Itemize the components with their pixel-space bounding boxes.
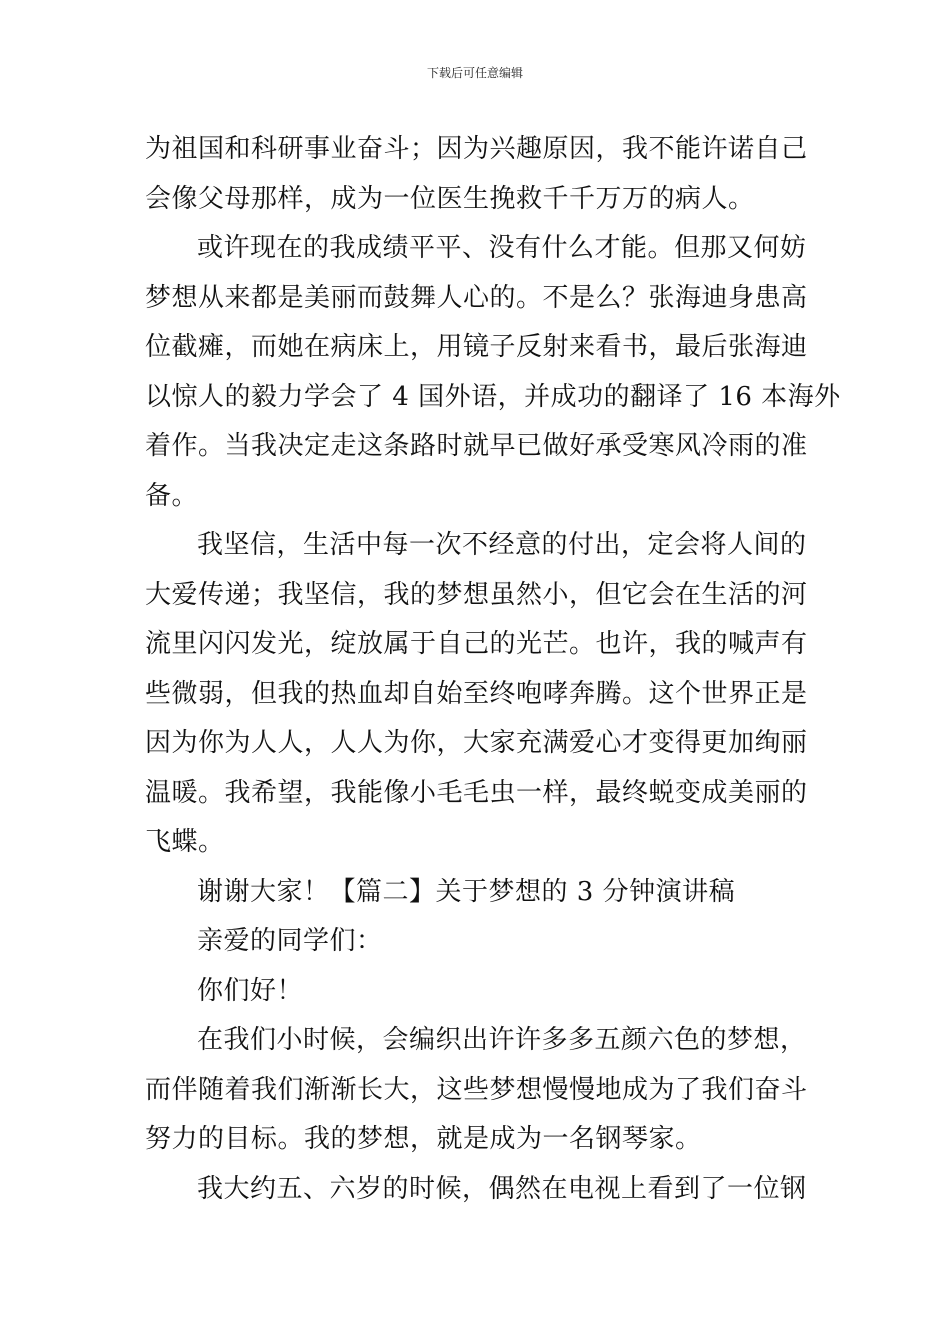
text-line: 以惊人的毅力学会了 4 国外语，并成功的翻译了 16 本海外	[145, 381, 841, 412]
text-line: 在我们小时候，会编织出许许多多五颜六色的梦想，	[197, 1025, 807, 1055]
text-line: 梦想从来都是美丽而鼓舞人心的。不是么？张海迪身患高	[145, 282, 808, 313]
text-line: 着作。当我决定走这条路时就早已做好承受寒风冷雨的准	[145, 431, 808, 461]
text-line: 些微弱，但我的热血却自始至终咆哮奔腾。这个世界正是	[145, 678, 808, 709]
text-line: 你们好！	[197, 975, 304, 1006]
text-line: 努力的目标。我的梦想，就是成为一名钢琴家。	[145, 1124, 702, 1154]
text-line: 谢谢大家！【篇二】关于梦想的 3 分钟演讲稿	[197, 876, 736, 907]
text-line: 亲爱的同学们：	[197, 926, 383, 956]
page-header: 下载后可任意编辑	[426, 66, 523, 80]
text-line: 我坚信，生活中每一次不经意的付出，定会将人间的	[197, 530, 807, 560]
text-line: 飞蝶。	[145, 827, 225, 857]
text-line: 温暖。我希望，我能像小毛毛虫一样，最终蜕变成美丽的	[145, 777, 808, 808]
text-line: 流里闪闪发光，绽放属于自己的光芒。也许，我的喊声有	[145, 629, 808, 659]
text-line: 备。	[145, 480, 199, 511]
text-line: 会像父母那样，成为一位医生挽救千千万万的病人。	[145, 183, 755, 214]
text-line: 为祖国和科研事业奋斗；因为兴趣原因，我不能许诺自己	[145, 134, 808, 164]
text-line: 或许现在的我成绩平平、没有什么才能。但那又何妨	[197, 233, 807, 263]
document-body	[145, 125, 841, 1214]
text-line: 因为你为人人，人人为你，大家充满爱心才变得更加绚丽	[145, 728, 808, 758]
text-line: 大爱传递；我坚信，我的梦想虽然小，但它会在生活的河	[145, 579, 808, 610]
text-line: 位截瘫，而她在病床上，用镜子反射来看书，最后张海迪	[145, 332, 808, 362]
text-line: 我大约五、六岁的时候，偶然在电视上看到了一位钢	[197, 1173, 807, 1204]
text-line: 而伴随着我们渐渐长大，这些梦想慢慢地成为了我们奋斗	[145, 1074, 808, 1105]
